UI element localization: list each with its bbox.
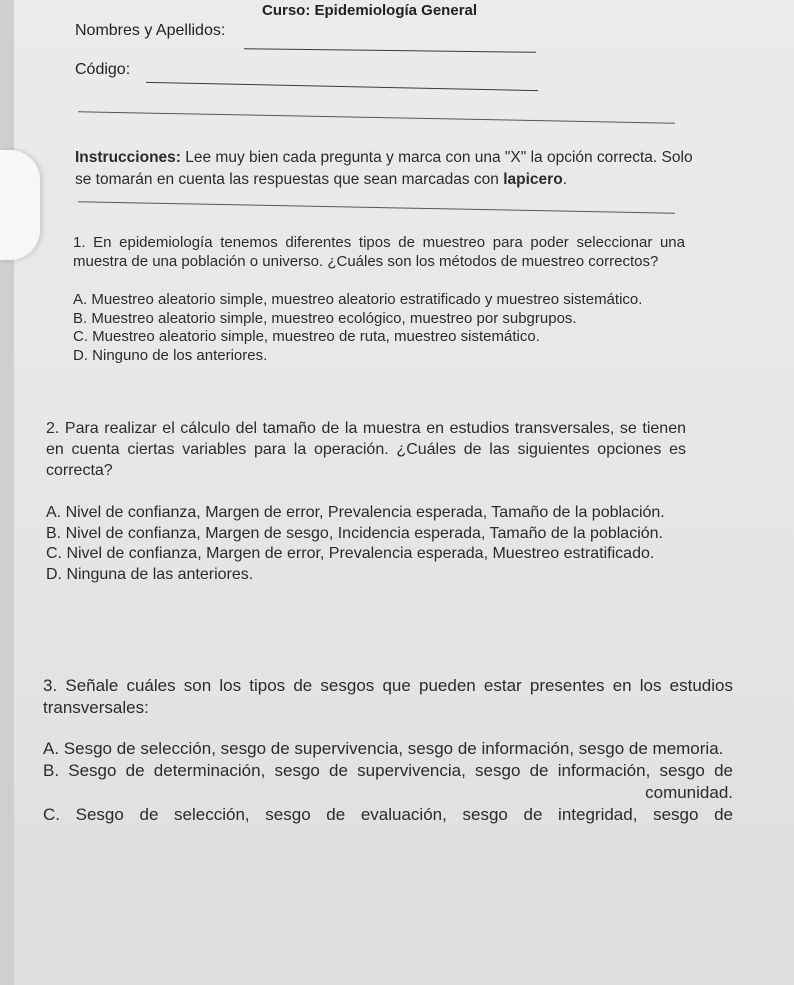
name-label: Nombres y Apellidos:: [75, 22, 226, 39]
code-label: Código:: [75, 61, 131, 78]
question-1: [73, 233, 685, 365]
instructions-end: .: [562, 171, 567, 188]
question-3-option-b[interactable]: B. Sesgo de determinación, sesgo de supervivencia, sesgo de información, sesgo de: [43, 761, 733, 780]
question-1-option-b[interactable]: B. Muestreo aleatorio simple, muestreo ecológico, muestreo por subgrupos.: [73, 309, 577, 327]
instructions-emphasis: lapicero: [503, 171, 563, 188]
question-3-option-a[interactable]: A. Sesgo de selección, sesgo de supervivencia, sesgo de información, sesgo de memoria.: [43, 739, 724, 758]
question-3-text: 3. Señale cuáles son los tipos de sesgos que pueden estar presentes en los estudios transversales:: [43, 676, 733, 717]
question-1-option-c[interactable]: C. Muestreo aleatorio simple, muestreo de ruta, muestreo sistemático.: [73, 328, 540, 345]
question-1-option-a[interactable]: A. Muestreo aleatorio simple, muestreo aleatorio estratificado y muestreo sistemático.: [73, 291, 643, 308]
question-2-option-c[interactable]: C. Nivel de confianza, Margen de error, Prevalencia esperada, Muestreo estratificado.: [46, 545, 655, 562]
course-title: Curso: Epidemiología General: [262, 2, 478, 19]
question-2-option-b[interactable]: B. Nivel de confianza, Margen de sesgo, Incidencia esperada, Tamaño de la población.: [46, 524, 663, 542]
question-2-text: 2. Para realizar el cálculo del tamaño de la muestra en estudios transversales, se tienen en cuenta ciertas variables para la operación. ¿Cuáles de las siguientes opciones es correcta?: [46, 420, 686, 479]
question-3-option-b-continued: comunidad.: [645, 783, 733, 802]
question-2: [46, 418, 686, 585]
finger-shadow: [0, 150, 40, 260]
instructions-text: Lee muy bien cada pregunta y marca con una "X" la opción correcta. Solo se tomarán en cuenta las respuestas que sean marcadas con: [75, 149, 693, 188]
question-3: [43, 675, 733, 826]
instructions: [75, 147, 695, 191]
question-2-option-d[interactable]: D. Ninguna de las anteriores.: [46, 565, 254, 583]
question-3-option-c[interactable]: C. Sesgo de selección, sesgo de evaluación, sesgo de integridad, sesgo de: [43, 805, 733, 824]
question-1-option-d[interactable]: D. Ninguno de los anteriores.: [73, 346, 268, 364]
question-2-option-a[interactable]: A. Nivel de confianza, Margen de error, Prevalencia esperada, Tamaño de la población.: [46, 504, 665, 521]
question-1-text: 1. En epidemiología tenemos diferentes tipos de muestreo para poder seleccionar una muestra de una población o universo. ¿Cuáles son los métodos de muestreo correctos?: [73, 234, 685, 270]
instructions-label: Instrucciones:: [75, 149, 181, 166]
